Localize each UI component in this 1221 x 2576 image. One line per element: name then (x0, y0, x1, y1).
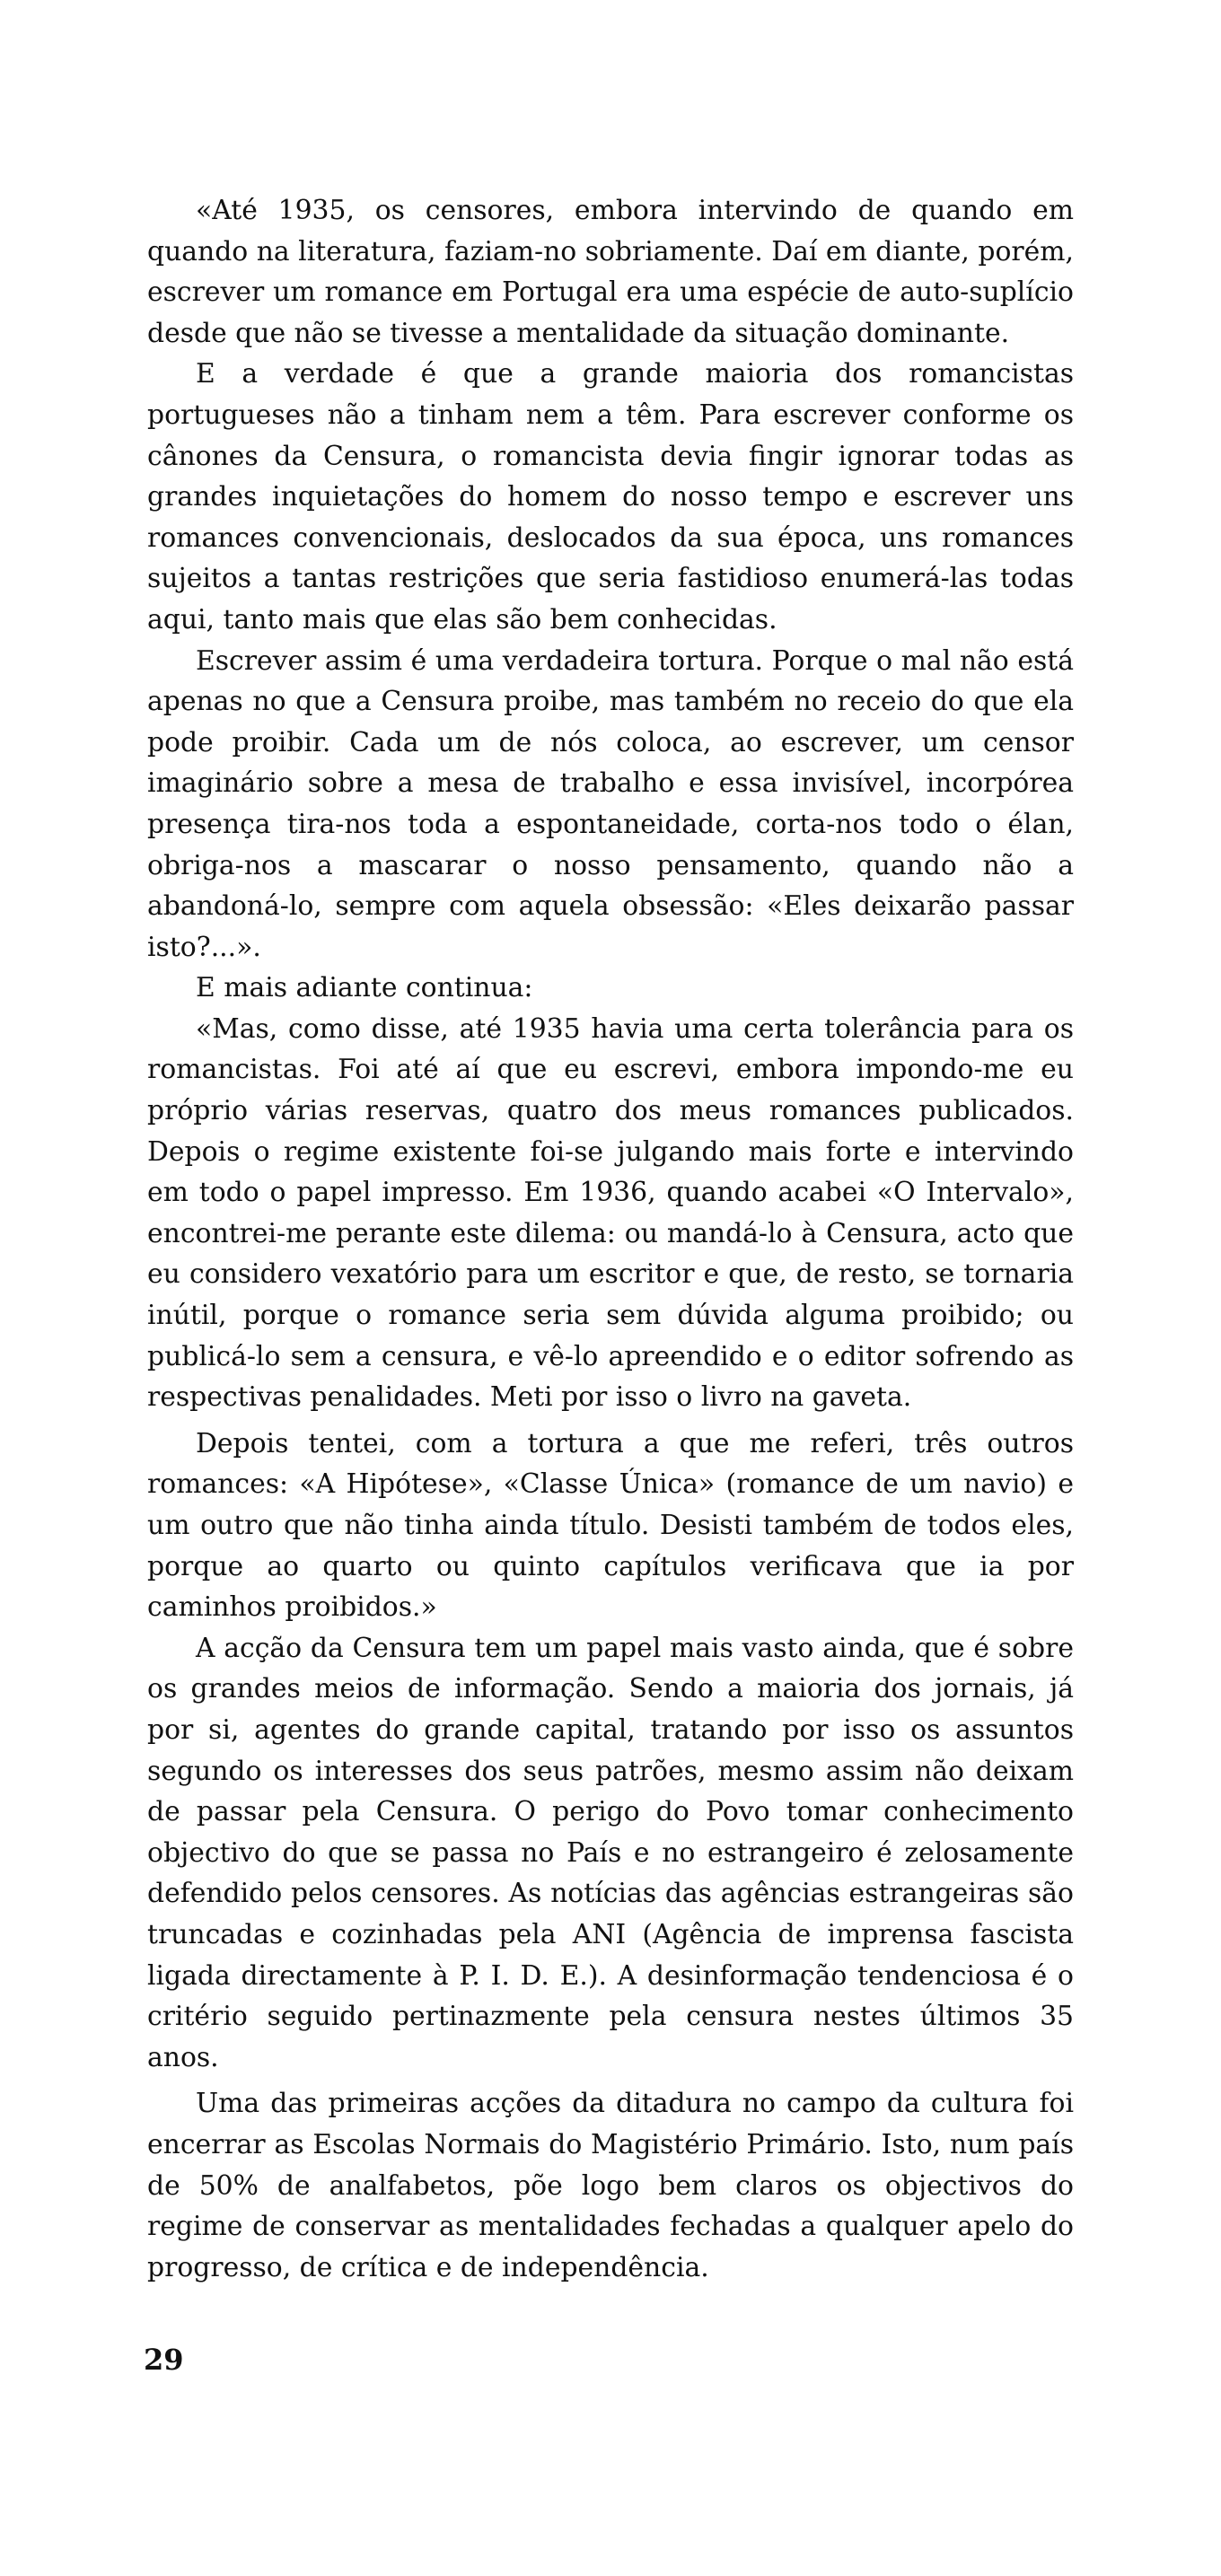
page-body (147, 190, 1074, 2288)
paragraph-2: E a verdade é que a grande maioria dos romancistas portugueses não a tinham nem a têm. Para escrever conforme os cânones da Censura, o romancista devia fingir ignorar todas as grandes inquietações do homem do nosso tempo e escrever uns romances convencionais, deslocados da sua época, uns romances sujeitos a tantas restrições que seria fastidioso enumerá-las todas aqui, tanto mais que elas são bem conhecidas. (147, 358, 1074, 635)
paragraph-3: Escrever assim é uma verdadeira tortura. Porque o mal não está apenas no que a Censura proibe, mas também no receio do que ela pode proibir. Cada um de nós coloca, ao escrever, um censor imaginário sobre a mesa de trabalho e essa invisível, incorpórea presença tira-nos toda a espontaneidade, corta-nos todo o élan, obriga-nos a mascarar o nosso pensamento, quando não a abandoná-lo, sempre com aquela obsessão: «Eles deixarão passar isto?...». (147, 644, 1074, 963)
paragraph-5: «Mas, como disse, até 1935 havia uma certa tolerância para os romancistas. Foi até aí que eu escrevi, embora impondo-me eu próprio várias reservas, quatro dos meus romances publicados. Depois o regime existente foi-se julgando mais forte e intervindo em todo o papel impresso. Em 1936, quando acabei «O Intervalo», encontrei-me perante este dilema: ou mandá-lo à Censura, acto que eu considero vexatório para um escritor e que, de resto, se tornaria inútil, porque o romance seria sem dúvida alguma proibido; ou publicá-lo sem a censura, e vê-lo apreendido e o editor sofrendo as respectivas penalidades. Meti por isso o livro na gaveta. (147, 1012, 1074, 1414)
paragraph-4: E mais adiante continua: (196, 972, 533, 1004)
paragraph-1: «Até 1935, os censores, embora intervindo de quando em quando na literatura, faziam-no sobriamente. Daí em diante, porém, escrever um romance em Portugal era uma espécie de auto-suplício desde que não se tivesse a mentalidade da situação dominante. (147, 195, 1074, 349)
page-number: 29 (144, 2343, 184, 2377)
paragraph-7: A acção da Censura tem um papel mais vasto ainda, que é sobre os grandes meios de informação. Sendo a maioria dos jornais, já por si, agentes do grande capital, tratando por isso os assuntos segundo os interesses dos seus patrões, mesmo assim não deixam de passar pela Censura. O perigo do Povo tomar conhecimento objectivo do que se passa no País e no estrangeiro é zelosamente defendido pelos censores. As notícias das agências estrangeiras são truncadas e cozinhadas pela ANI (Agência de imprensa fascista ligada directamente à P. I. D. E.). A desinformação tendenciosa é o critério seguido pertinazmente pela censura nestes últimos 35 anos. (147, 1632, 1074, 2073)
paragraph-6: Depois tentei, com a tortura a que me referi, três outros romances: «A Hipótese», «Classe Única» (romance de um navio) e um outro que não tinha ainda título. Desisti também de todos eles, porque ao quarto ou quinto capítulos verificava que ia por caminhos proibidos.» (147, 1427, 1074, 1624)
paragraph-8: Uma das primeiras acções da ditadura no campo da cultura foi encerrar as Escolas Normais do Magistério Primário. Isto, num país de 50% de analfabetos, põe logo bem claros os objectivos do regime de conservar as mentalidades fechadas a qualquer apelo do progresso, de crítica e de independência. (147, 2088, 1074, 2283)
